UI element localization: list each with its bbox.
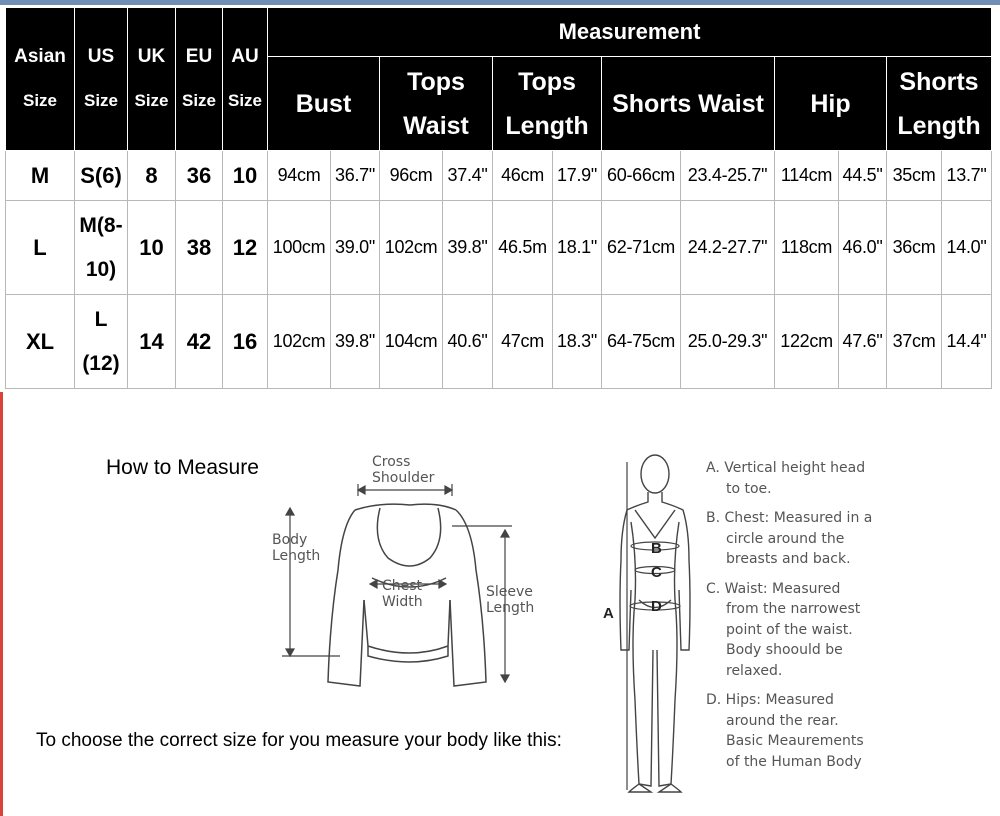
cell-us-size: S(6) [75,151,128,201]
note-line: point of the waist. [726,621,853,638]
note-item [706,508,906,570]
note-line: C. Waist: Measured [706,580,841,597]
cell-measurement-value: 24.2-27.7" [681,201,775,295]
size-chart-table [5,7,992,389]
note-line: to toe. [726,480,772,497]
cell-measurement-value: 23.4-25.7" [681,151,775,201]
cell-measurement-value: 40.6" [443,295,493,389]
cell-measurement-value: 35cm [887,151,942,201]
label-chest: Chest [382,578,423,594]
cell-au-size: 12 [223,201,268,295]
label-shoulder: Shoulder [372,470,435,486]
cell-measurement-value: 46.0" [839,201,887,295]
cell-measurement-value: 36cm [887,201,942,295]
cell-uk-size: 14 [128,295,176,389]
cell-measurement-value: 94cm [268,151,331,201]
body-figure-diagram [595,450,705,812]
note-line: Basic Meaurements [726,733,864,749]
note-line: Body shoould be [726,642,843,658]
cell-uk-size: 8 [128,151,176,201]
note-line: around the rear. [726,712,839,729]
header-asian-size: Asian Size [6,8,75,151]
label-sleeve-length: Length [486,600,535,616]
cell-measurement-value: 64-75cm [602,295,681,389]
mark-a: A [603,605,614,622]
header-measurement: Measurement [268,8,992,57]
cell-measurement-value: 62-71cm [602,201,681,295]
garment-diagram [260,450,560,700]
header-tops-waist: Tops Waist [380,57,493,151]
header-row-top [6,8,992,57]
label-cross: Cross [372,454,411,470]
cell-measurement-value: 14.4" [942,295,992,389]
note-line: breasts and back. [726,551,851,567]
cell-measurement-value: 46cm [493,151,553,201]
label-sleeve: Sleeve [486,584,533,600]
cell-us-size: M(8-10) [75,201,128,295]
cell-eu-size: 36 [176,151,223,201]
header-hip: Hip [775,57,887,151]
label-body-length: Length [272,548,321,564]
header-shorts-waist: Shorts Waist [602,57,775,151]
note-line: relaxed. [726,662,783,679]
cell-au-size: 10 [223,151,268,201]
mark-c: C [651,564,662,581]
header-shorts-length: Shorts Length [887,57,992,151]
cell-measurement-value: 17.9" [553,151,602,201]
header-tops-length: Tops Length [493,57,602,151]
cell-measurement-value: 44.5" [839,151,887,201]
note-line: B. Chest: Measured in a [706,510,873,526]
note-line: from the narrowest [726,601,861,617]
cell-us-size: L (12) [75,295,128,389]
top-border [0,0,1000,5]
cell-asian-size: L [6,201,75,295]
note-item [706,458,906,499]
header-au-size: AU Size [223,8,268,151]
cell-measurement-value: 47.6" [839,295,887,389]
cell-au-size: 16 [223,295,268,389]
cell-asian-size: M [6,151,75,201]
cell-measurement-value: 46.5m [493,201,553,295]
note-item [706,690,906,772]
label-body: Body [272,532,308,548]
label-width: Width [382,594,423,610]
note-item [706,579,906,682]
cell-eu-size: 42 [176,295,223,389]
note-line: of the Human Body [726,753,862,770]
cell-measurement-value: 36.7" [331,151,380,201]
note-line: A. Vertical height head [706,460,866,476]
cell-measurement-value: 37.4" [443,151,493,201]
header-eu-size: EU Size [176,8,223,151]
header-us-size: US Size [75,8,128,151]
mark-d: D [651,598,662,615]
cell-measurement-value: 18.1" [553,201,602,295]
cell-measurement-value: 25.0-29.3" [681,295,775,389]
left-accent-bar [0,392,3,816]
table-row [6,295,992,389]
cell-measurement-value: 122cm [775,295,839,389]
cell-measurement-value: 39.0" [331,201,380,295]
cell-measurement-value: 18.3" [553,295,602,389]
header-uk-size: UK Size [128,8,176,151]
cell-measurement-value: 60-66cm [602,151,681,201]
note-line: D. Hips: Measured [706,692,834,708]
how-to-measure-title: How to Measure [106,456,259,479]
cell-uk-size: 10 [128,201,176,295]
measurement-notes [706,458,906,781]
cell-measurement-value: 13.7" [942,151,992,201]
cell-measurement-value: 47cm [493,295,553,389]
cell-measurement-value: 39.8" [331,295,380,389]
cell-measurement-value: 114cm [775,151,839,201]
cell-measurement-value: 102cm [380,201,443,295]
cell-measurement-value: 14.0" [942,201,992,295]
table-row [6,151,992,201]
cell-measurement-value: 100cm [268,201,331,295]
mark-b: B [651,540,662,557]
cell-measurement-value: 118cm [775,201,839,295]
cell-measurement-value: 102cm [268,295,331,389]
cell-eu-size: 38 [176,201,223,295]
cell-measurement-value: 96cm [380,151,443,201]
cell-asian-size: XL [6,295,75,389]
header-bust: Bust [268,57,380,151]
note-line: circle around the [726,530,845,547]
table-row [6,201,992,295]
choose-size-instruction: To choose the correct size for you measure your body like this: [36,730,562,751]
cell-measurement-value: 39.8" [443,201,493,295]
cell-measurement-value: 104cm [380,295,443,389]
cell-measurement-value: 37cm [887,295,942,389]
